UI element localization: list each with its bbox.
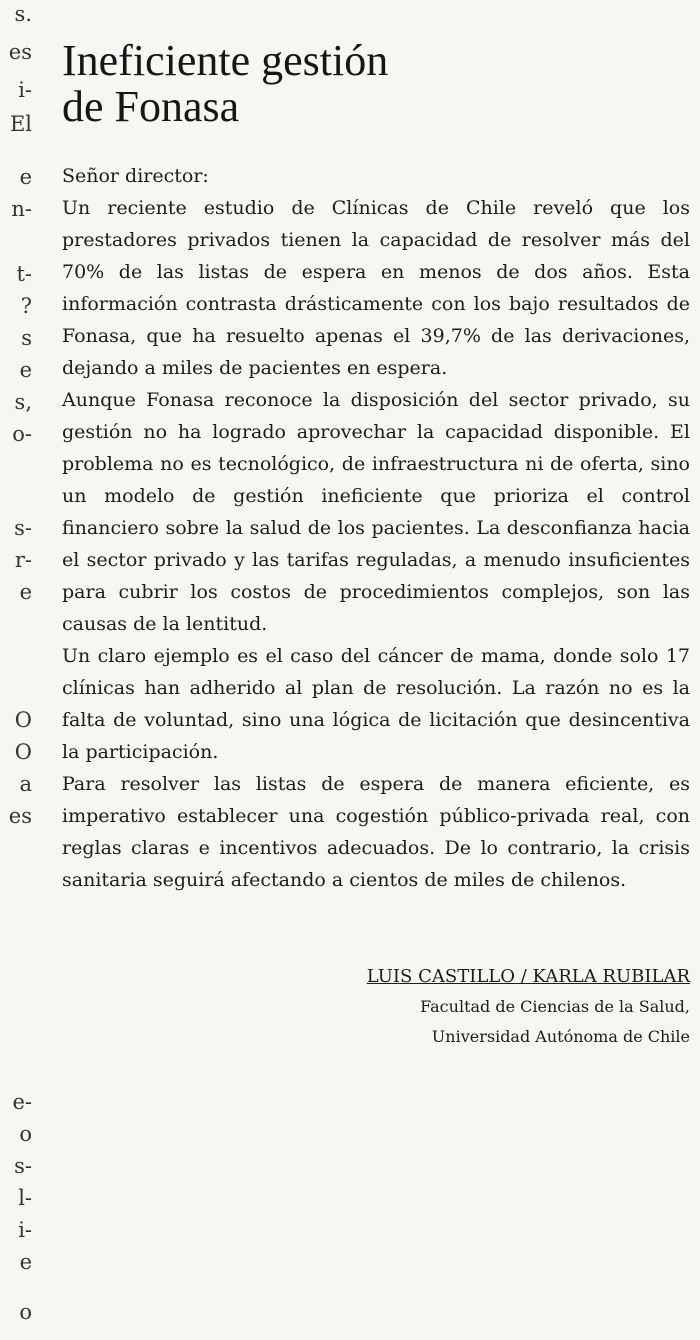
margin-fragment: e: [19, 165, 32, 189]
margin-fragment: e: [19, 358, 32, 382]
margin-fragment: s: [21, 326, 32, 350]
margin-fragment: o-: [12, 422, 32, 446]
letter-to-editor: [62, 38, 690, 1052]
margin-fragment: s,: [14, 390, 32, 414]
margin-fragment: e: [19, 1250, 32, 1274]
margin-fragment: l-: [18, 1186, 32, 1210]
title-line: Ineficiente gestión: [62, 36, 389, 85]
article-title: [62, 38, 442, 130]
margin-fragment: o: [19, 1300, 32, 1324]
title-line: de Fonasa: [62, 82, 240, 131]
signature-block: [62, 962, 690, 1052]
margin-fragment: s-: [14, 1154, 32, 1178]
margin-fragment: e-: [12, 1090, 32, 1114]
paragraph: Aunque Fonasa reconoce la disposición del sector privado, su gestión no ha logrado aprovechar la capacidad disponible. El problema no es tecnológico, de infraestructura ni de oferta, sino un modelo de gestión ineficiente que prioriza el control financiero sobre la salud de los pacientes. La desconfianza hacia el sector privado y las tarifas reguladas, a menudo insuficientes para cubrir los costos de procedimientos complejos, son las causas de la lentitud.: [62, 389, 690, 635]
margin-fragment: n-: [11, 197, 32, 221]
paragraph: Un reciente estudio de Clínicas de Chile reveló que los prestadores privados tienen la capacidad de resolver más del 70% de las listas de espera en menos de dos años. Esta información contrasta drásticamente con los bajo resultados de Fonasa, que ha resuelto apenas el 39,7% de las derivaciones, dejando a miles de pacientes en espera.: [62, 197, 690, 379]
margin-fragment: i-: [18, 78, 32, 102]
margin-fragment: El: [9, 112, 32, 136]
margin-fragment: a: [19, 772, 32, 796]
margin-fragment: s-: [14, 516, 32, 540]
margin-fragment: t-: [16, 262, 32, 286]
margin-fragment: e: [19, 580, 32, 604]
letter-body: [62, 160, 690, 896]
affiliation-line: Universidad Autónoma de Chile: [431, 1027, 690, 1046]
margin-fragment: es: [8, 40, 32, 64]
author-names: LUIS CASTILLO / KARLA RUBILAR: [366, 966, 690, 987]
affiliation-line: Facultad de Ciencias de la Salud,: [420, 997, 690, 1016]
margin-fragment: es: [8, 804, 32, 828]
paragraph: Un claro ejemplo es el caso del cáncer de mama, donde solo 17 clínicas han adherido al plan de resolución. La razón no es la falta de voluntad, sino una lógica de licitación que desincentiva la participación.: [62, 645, 690, 763]
margin-fragment: r-: [14, 548, 32, 572]
previous-column-fragments: [0, 0, 40, 1340]
margin-fragment: O: [14, 708, 32, 732]
salutation: Señor director:: [62, 165, 209, 187]
margin-fragment: i-: [18, 1218, 32, 1242]
paragraph: Para resolver las listas de espera de manera eficiente, es imperativo establecer una cogestión público-privada real, con reglas claras e incentivos adecuados. De lo contrario, la crisis sanitaria seguirá afectando a cientos de miles de chilenos.: [62, 773, 690, 891]
margin-fragment: o: [19, 1122, 32, 1146]
margin-fragment: s.: [14, 2, 32, 26]
margin-fragment: ?: [20, 294, 32, 318]
margin-fragment: O: [14, 740, 32, 764]
